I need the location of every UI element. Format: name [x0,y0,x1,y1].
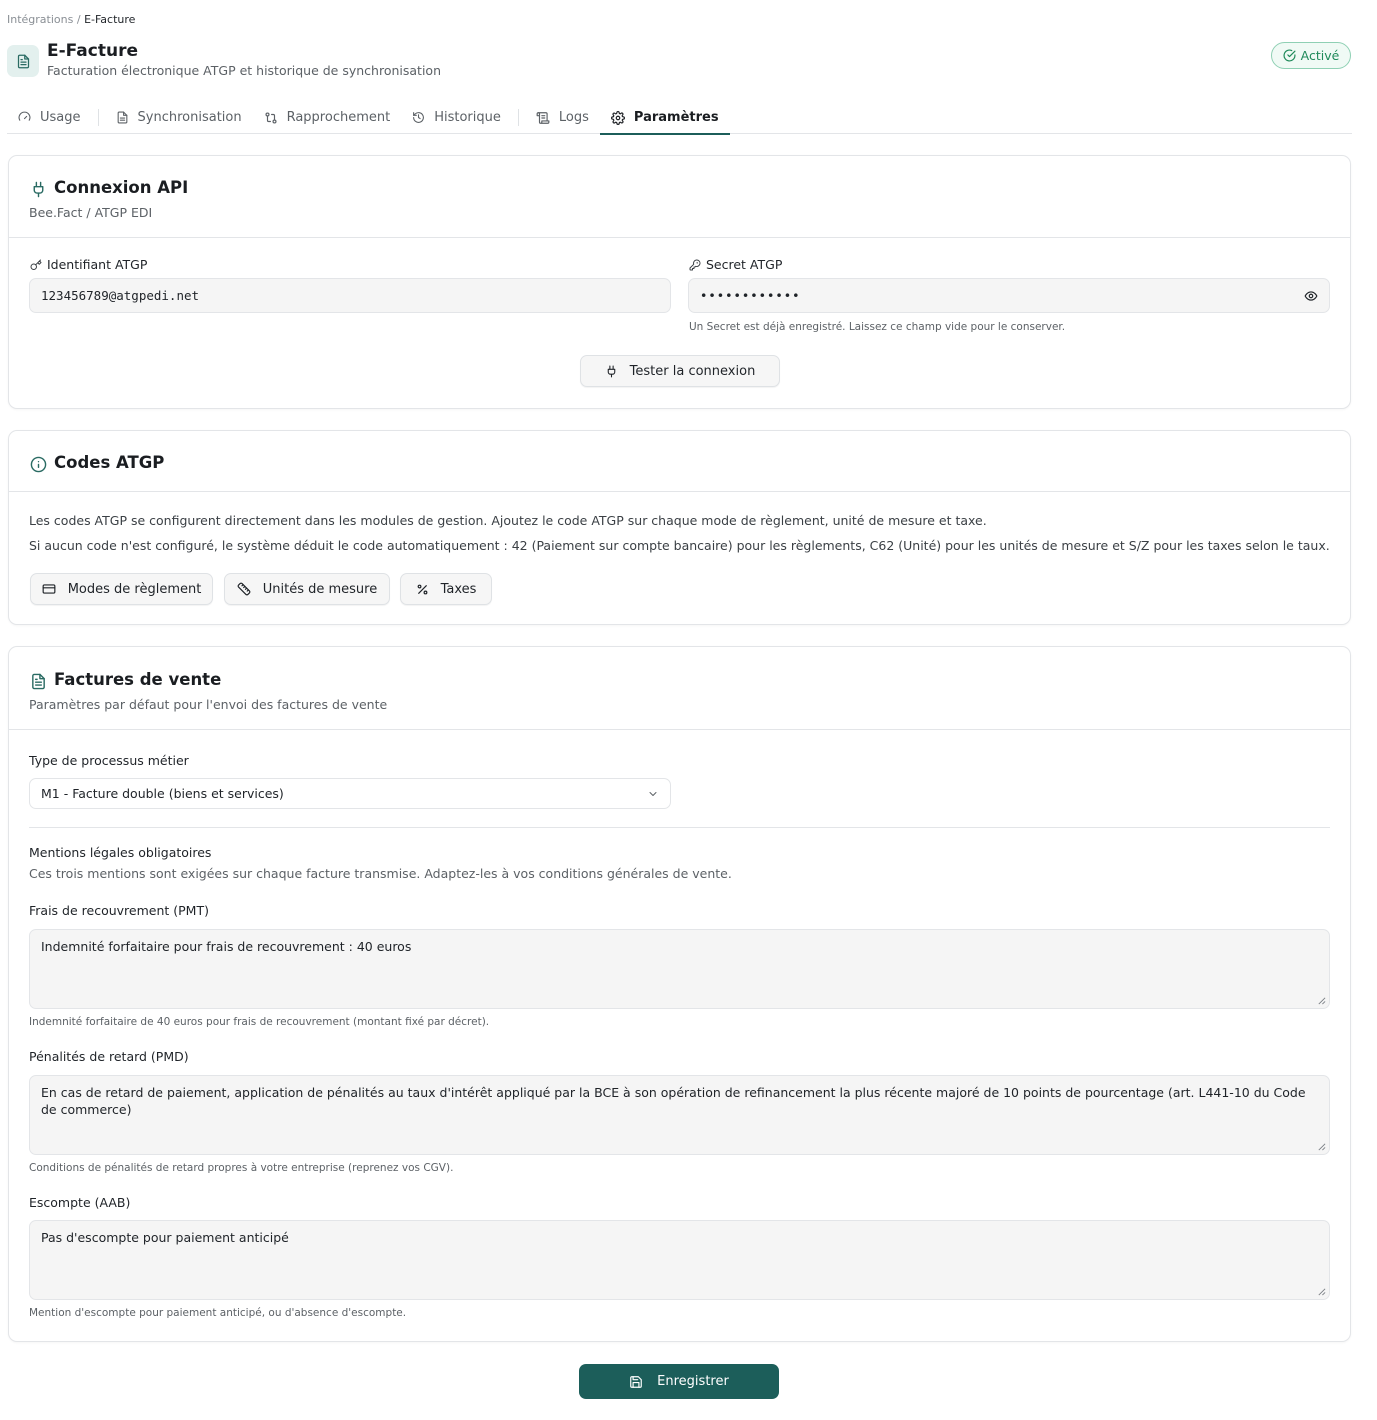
identifiant-input[interactable]: 123456789@atgpedi.net [29,278,671,313]
percent-icon [416,583,429,596]
secret-label [689,257,782,272]
tab-label: Usage [40,110,81,125]
secret-hint: Un Secret est déjà enregistré. Laissez ce champ vide pour le conserver. [689,321,1066,333]
identifiant-label [30,257,147,272]
pmd-hint: Conditions de pénalités de retard propres à votre entreprise (reprenez vos CGV). [29,1162,454,1174]
breadcrumb [7,13,135,26]
aab-value: Pas d'escompte pour paiement anticipé [41,1230,289,1245]
breadcrumb-current: E-Facture [84,13,136,26]
tab-parametres[interactable] [600,102,730,133]
section-divider [29,827,1330,828]
units-button[interactable] [224,573,390,605]
pmd-textarea[interactable] [29,1075,1330,1155]
aab-textarea[interactable] [29,1220,1330,1300]
chevron-down-icon [647,788,659,800]
tab-separator [518,109,519,126]
page-subtitle: Facturation électronique ATGP et historique de synchronisation [47,63,441,78]
secret-masked-value: •••••••••••• [700,288,801,303]
pmt-value: Indemnité forfaitaire pour frais de recouvrement : 40 euros [41,939,412,954]
history-icon [412,111,425,124]
breadcrumb-separator: / [76,13,81,26]
gear-icon [611,111,625,125]
tab-usage[interactable] [7,102,92,133]
identifiant-label-text: Identifiant ATGP [47,257,148,272]
mentions-title: Mentions légales obligatoires [29,845,212,860]
credit-card-icon [42,582,56,596]
secret-input[interactable] [688,278,1330,313]
card-title: Connexion API [54,178,189,197]
tab-bar [7,102,1352,134]
tab-label: Paramètres [633,110,719,125]
plug-icon [30,181,47,198]
git-compare-icon [264,111,278,125]
save-button[interactable] [579,1364,779,1399]
resize-handle-icon[interactable] [1317,1142,1326,1151]
breadcrumb-parent-link[interactable]: Intégrations [7,13,74,26]
process-type-value: M1 - Facture double (biens et services) [41,786,284,801]
card-subtitle: Paramètres par défaut pour l'envoi des factures de vente [29,697,388,712]
check-circle-icon [1283,49,1296,62]
tab-label: Logs [558,110,589,125]
codes-paragraph-1: Les codes ATGP se configurent directement dans les modules de gestion. Ajoutez le code ATGP sur chaque mode de règlement, unité de mesure et taxe. [29,513,987,528]
test-connection-button[interactable] [580,355,780,387]
plug-icon [605,365,618,378]
codes-paragraph-2: Si aucun code n'est configuré, le système déduit le code automatiquement : 42 (Paiement sur compte bancaire) pour les règlements, C62 (Unité) pour les unités de mesure et S/Z pour les taxes selon le taux. [29,538,1330,553]
taxes-button[interactable] [400,573,492,605]
tab-logs[interactable] [525,102,600,133]
test-connection-label: Tester la connexion [629,363,756,379]
resize-handle-icon[interactable] [1317,1287,1326,1296]
tab-historique[interactable] [401,102,512,133]
document-icon [7,45,39,77]
resize-handle-icon[interactable] [1317,996,1326,1005]
aab-hint: Mention d'escompte pour paiement anticipé, ou d'absence d'escompte. [29,1307,407,1319]
document-icon [116,111,129,124]
save-icon [629,1375,643,1389]
ruler-icon [237,582,251,596]
taxes-label: Taxes [440,581,477,597]
pmt-label: Frais de recouvrement (PMT) [29,903,209,918]
logs-icon [536,111,550,125]
card-header [9,431,1350,492]
codes-atgp-card [8,430,1351,625]
card-header [9,156,1350,238]
secret-label-text: Secret ATGP [706,257,783,272]
gauge-icon [18,111,31,124]
tab-synchronisation[interactable] [105,102,253,133]
tab-separator [98,109,99,126]
document-icon [30,673,47,690]
aab-label: Escompte (AAB) [29,1195,131,1210]
card-title: Codes ATGP [54,453,165,472]
save-label: Enregistrer [657,1374,729,1389]
pmd-label: Pénalités de retard (PMD) [29,1049,189,1064]
key-round-icon [689,259,701,271]
info-icon [30,456,47,473]
process-type-select[interactable] [29,778,671,809]
card-title: Factures de vente [54,670,222,689]
status-badge [1271,42,1351,69]
process-type-label: Type de processus métier [29,753,189,768]
tab-label: Synchronisation [137,110,242,125]
page-title: E-Facture [47,41,138,61]
card-subtitle: Bee.Fact / ATGP EDI [29,205,153,220]
sales-invoices-card [8,646,1351,1342]
tab-rapprochement[interactable] [253,102,402,133]
payment-modes-label: Modes de règlement [67,581,202,597]
status-label: Activé [1300,48,1340,63]
tab-label: Rapprochement [286,110,391,125]
key-icon [30,259,42,271]
eye-icon[interactable] [1304,289,1318,303]
mentions-description: Ces trois mentions sont exigées sur chaque facture transmise. Adaptez-les à vos conditions générales de vente. [29,866,732,881]
pmt-hint: Indemnité forfaitaire de 40 euros pour frais de recouvrement (montant fixé par décret). [29,1016,490,1028]
pmt-textarea[interactable] [29,929,1330,1009]
units-label: Unités de mesure [262,581,378,597]
pmd-value: En cas de retard de paiement, application de pénalités au taux d'intérêt appliqué par la BCE à son opération de refinancement la plus récente majoré de 10 points de pourcentage (art. L441-10 du Code de commerce) [41,1085,1306,1117]
payment-modes-button[interactable] [30,573,213,605]
api-connection-card [8,155,1351,409]
tab-label: Historique [434,110,501,125]
card-header [9,647,1350,730]
